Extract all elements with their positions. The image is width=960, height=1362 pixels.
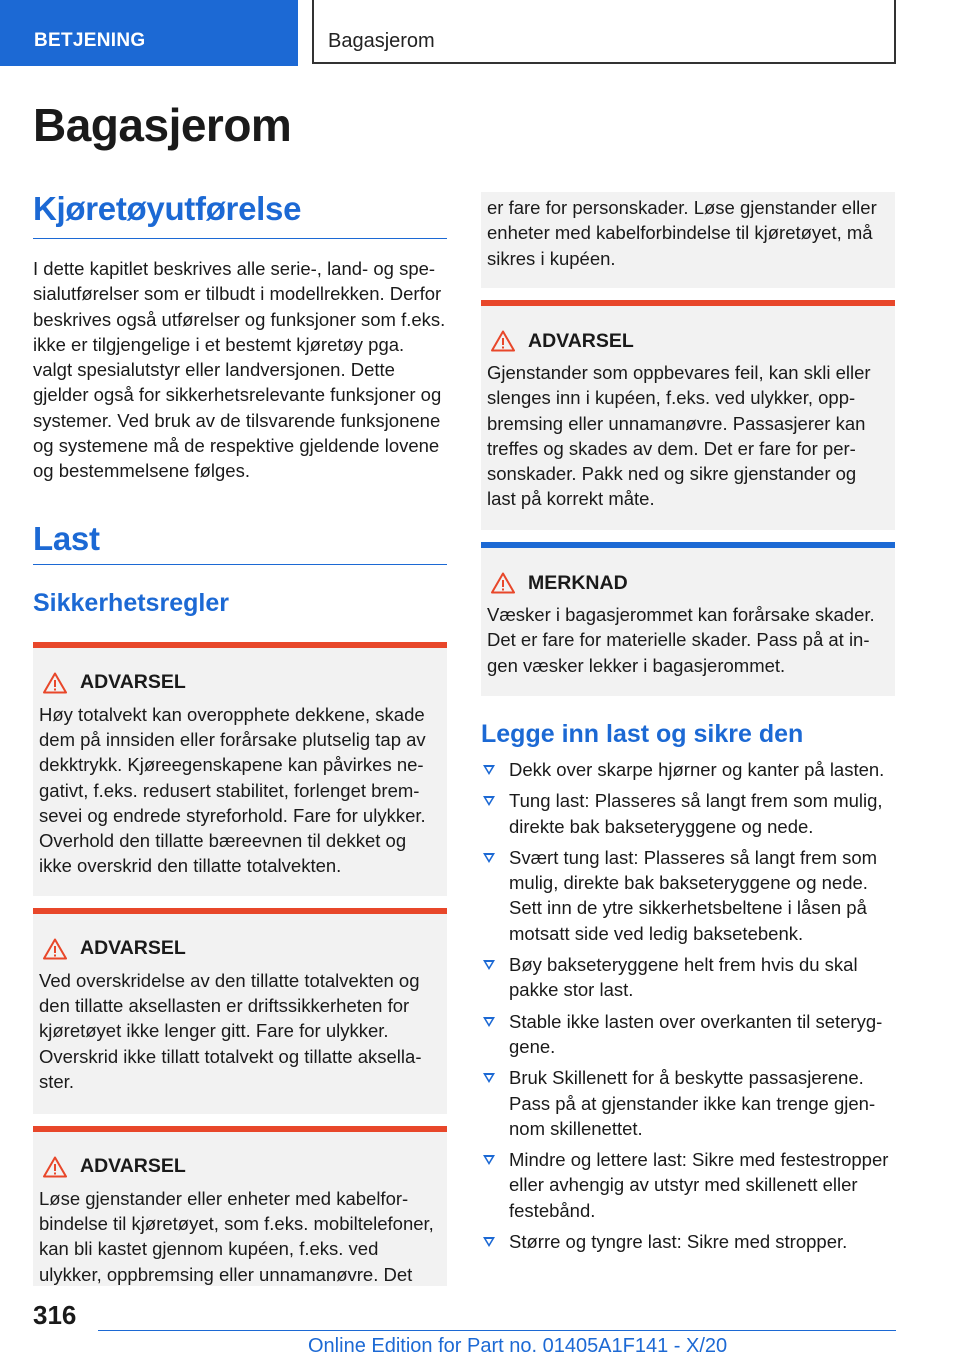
vehicle-heading: Kjøretøyutførelse [33,190,447,239]
warning-box-3-continued [481,192,895,288]
list-item: Mindre og lettere last: Sikre med festestropper eller avhengig av utstyr med skillenett eller festebånd. [481,1147,895,1223]
edition-note: Online Edition for Part no. 01405A1F141 - X/20 [308,1335,728,1357]
footer-divider [98,1330,896,1331]
warning-title-1 [43,670,439,696]
notice-title [491,570,887,596]
triangle-bullet-icon [483,1017,495,1027]
warning-triangle-icon [43,1156,67,1178]
warning-label-2: ADVARSEL [80,937,186,960]
warning-label-3: ADVARSEL [80,1155,186,1178]
triangle-bullet-icon [483,960,495,970]
warning-label-4: ADVARSEL [528,329,634,352]
warning-title-2 [43,936,439,962]
triangle-bullet-icon [483,1073,495,1083]
load-heading: Last [33,520,447,565]
warning-box-4 [481,300,895,530]
list-item: Tung last: Plasseres så langt frem som mulig, direkte bak bakseteryggene og nede. [481,788,895,839]
continued-warning-text: er fare for personskader. Løse gjenstander eller enheter med kabelforbindelse til kjøretøyet, må sikres i kupéen. [487,197,877,269]
list-item: Stable ikke lasten over overkanten til seteryggene. [481,1009,895,1060]
stow-list [481,757,895,1254]
list-item: Større og tyngre last: Sikre med stropper. [481,1229,895,1254]
triangle-bullet-icon [483,796,495,806]
chapter-tab: Bagasjerom [312,0,896,64]
list-item: Dekk over skarpe hjørner og kanter på lasten. [481,757,895,782]
notice-text: Væsker i bagasjerommet kan forårsake skader. Det er fare for materielle skader. Pass på at ingen væsker lekker i bagasjerommet. [487,604,875,676]
notice-box [481,542,895,696]
warning-text-4: Gjenstander som oppbevares feil, kan skli eller slenges inn i kupéen, f.eks. ved ulykker, oppbremsing eller unnamanøvre. Passasjerer kan treffes og skades av dem. Det er fare for personskader. Pakk ned og sikre gjenstander og last på korrekt måte. [487,362,871,510]
warning-label-1: ADVARSEL [80,671,186,694]
left-column [33,190,447,1286]
list-item: Svært tung last: Plasseres så langt frem som mulig, direkte bak bakseteryggene og nede. Sett inn de ytre sikkerhetsbeltene i låsen på motsatt side ved ledig baksetebenk. [481,845,895,946]
page-title: Bagasjerom [33,99,292,151]
triangle-bullet-icon [483,1155,495,1165]
warning-triangle-icon [43,672,67,694]
warning-triangle-icon [491,572,515,594]
warning-title-3 [43,1154,439,1180]
triangle-bullet-icon [483,1237,495,1247]
warning-title-4 [491,328,887,354]
safety-heading: Sikkerhetsregler [33,588,229,617]
warning-text-1: Høy totalvekt kan overopphete dekkene, skade dem på innsiden eller forårsake plutselig tap av dekktrykk. Kjøreegenskapene kan påvirkes negativt, f.eks. redusert stabilitet, forlenget bremsevei og endrede styreforhold. Fare for ulykker. Overhold den tillatte bæreevnen til dekket og ikke overskrid den tillatte totalvekten. [39,703,426,877]
page-number: 316 [33,1300,77,1330]
warning-box-1 [33,642,447,896]
list-item: Bøy bakseteryggene helt frem hvis du skal pakke stor last. [481,952,895,1003]
page-header [0,0,960,66]
triangle-bullet-icon [483,853,495,863]
warning-text-3: Løse gjenstander eller enheter med kabelforbindelse til kjøretøyet, som f.eks. mobiltelefoner, kan bli kastet gjennom kupéen, f.eks. ved ulykker, oppbremsing eller unnamanøvre. Det [39,1187,434,1285]
triangle-bullet-icon [483,765,495,775]
warning-triangle-icon [491,330,515,352]
warning-text-2: Ved overskridelse av den tillatte totalvekten og den tillatte aksellasten er driftssikkerheten for kjøretøyet ikke lenger gitt. Fare for ulykker. Overskrid ikke tillatt totalvekt og tillatte aksellaster. [39,969,422,1092]
warning-triangle-icon [43,938,67,960]
right-column [481,192,895,1260]
vehicle-text: I dette kapitlet beskrives alle serie-, land- og spesialutførelser som er tilbudt i modellrekken. Derfor beskrives også utførelser og funksjoner som f.eks. ikke er tilgjengelige i et bestemt kjøretøy pga. valgt spesialutstyr eller landversjonen. Dette gjelder også for sikkerhetsrelevante funksjoner og systemer. Ved bruk av de tilsvarende funksjonene og systemene må de respektive gjeldende lovene og bestemmelsene følges. [33,258,446,482]
notice-label: MERKNAD [528,571,628,594]
list-item: Bruk Skillenett for å beskytte passasjerene. Pass på at gjenstander ikke kan trenge gjennom skillenettet. [481,1065,895,1141]
warning-box-2 [33,908,447,1114]
section-tab: BETJENING [0,0,298,66]
warning-box-3 [33,1126,447,1286]
stow-heading: Legge inn last og sikre den [481,720,804,748]
